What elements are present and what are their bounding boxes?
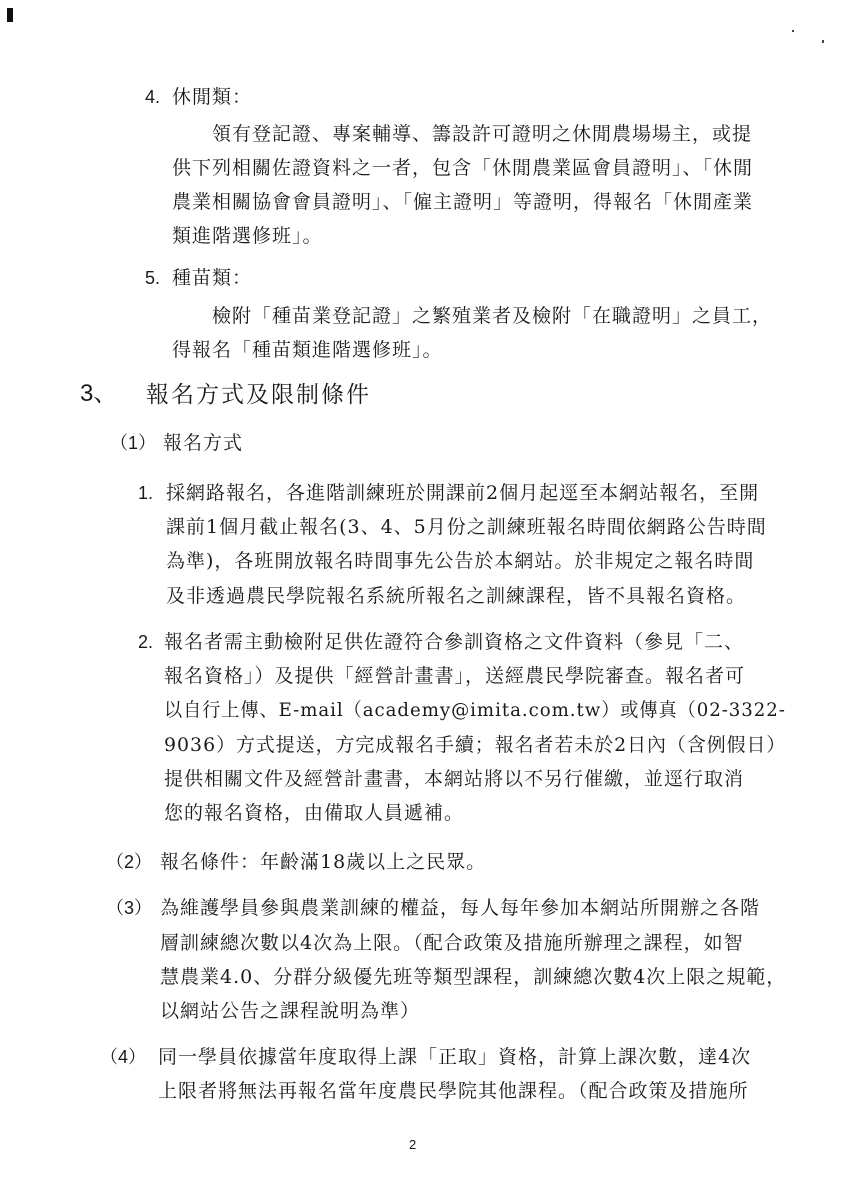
page-number: 2 <box>409 1137 417 1152</box>
para-4-line-2: 上限者將無法再報名當年度農民學院其他課程。（配合政策及措施所 <box>158 1080 749 1102</box>
item-5-title: 種苗類： <box>172 267 253 289</box>
para-1-title: 報名方式 <box>163 432 244 454</box>
item-5-number: 5. <box>145 268 161 288</box>
sub-item-2-number: 2. <box>138 632 154 652</box>
sub-item-2-line-5: 提供相關文件及經營計畫書，本網站將以不另行催繳，並逕行取消 <box>164 768 745 790</box>
item-4-line-1: 領有登記證、專案輔導、籌設許可證明之休閒農場場主，或提 <box>212 123 753 145</box>
sub-item-2-line-2: 報名資格」）及提供「經營計畫書」，送經農民學院審查。報名者可 <box>164 665 746 687</box>
para-3-number: （3） <box>106 898 153 918</box>
sub-item-1-line-3: 為準)，各班開放報名時間事先公告於本網站。於非規定之報名時間 <box>166 550 755 572</box>
scan-mark-top-left <box>7 8 13 22</box>
item-5-line-1: 檢附「種苗業登記證」之繁殖業者及檢附「在職證明」之員工， <box>212 305 773 327</box>
sub-item-2-line-3: 以自行上傳、E-mail（academy@imita.com.tw）或傳真（02-3322- <box>164 699 786 721</box>
para-3-line-1: 為維護學員參與農業訓練的權益，每人每年參加本網站所開辦之各階 <box>160 897 761 919</box>
sub-item-2-line-6: 您的報名資格，由備取人員遞補。 <box>164 802 465 824</box>
sub-item-1-line-4: 及非透過農民學院報名系統所報名之訓練課程，皆不具報名資格。 <box>166 585 747 607</box>
para-3-line-3: 慧農業4.0、分群分級優先班等類型課程，訓練總次數4次上限之規範， <box>160 966 787 988</box>
sub-item-2-line-4: 9036）方式提送，方完成報名手續；報名者若未於2日內（含例假日） <box>164 734 787 756</box>
item-4-line-4: 類進階選修班」。 <box>172 225 323 247</box>
scan-speck-top-right-2 <box>822 40 824 43</box>
sub-item-2-line-1: 報名者需主動檢附足供佐證符合參訓資格之文件資料（參見「二、 <box>164 631 745 653</box>
para-4-line-1: 同一學員依據當年度取得上課「正取」資格，計算上課次數，達4次 <box>158 1046 752 1068</box>
item-4-title: 休閒類： <box>172 86 253 108</box>
para-4-number: （4） <box>100 1047 147 1067</box>
item-5-line-2: 得報名「種苗類進階選修班」。 <box>172 339 443 361</box>
para-2-number: （2） <box>106 852 153 872</box>
item-4-line-2: 供下列相關佐證資料之一者，包含「休閒農業區會員證明」、「休閒 <box>172 157 754 179</box>
sub-item-1-line-2: 課前1個月截止報名(3、4、5月份之訓練班報名時間依網路公告時間 <box>166 516 767 538</box>
para-3-line-2: 層訓練總次數以4次為上限。（配合政策及措施所辦理之課程，如智 <box>160 932 744 954</box>
item-4-number: 4. <box>145 87 161 107</box>
sub-item-1-number: 1. <box>138 483 154 503</box>
para-2-text: 報名條件：年齡滿18歲以上之民眾。 <box>160 851 487 873</box>
section-3-title: 報名方式及限制條件 <box>146 382 371 408</box>
para-1-number: （1） <box>110 433 157 453</box>
item-4-line-3: 農業相關協會會員證明」、「僱主證明」等證明，得報名「休閒產業 <box>172 191 754 213</box>
sub-item-1-line-1: 採網路報名，各進階訓練班於開課前2個月起逕至本網站報名，至開 <box>166 482 760 504</box>
para-3-line-4: 以網站公告之課程說明為準） <box>160 1000 421 1022</box>
scan-speck-top-right <box>792 30 794 32</box>
section-3-number: 3、 <box>80 380 118 407</box>
